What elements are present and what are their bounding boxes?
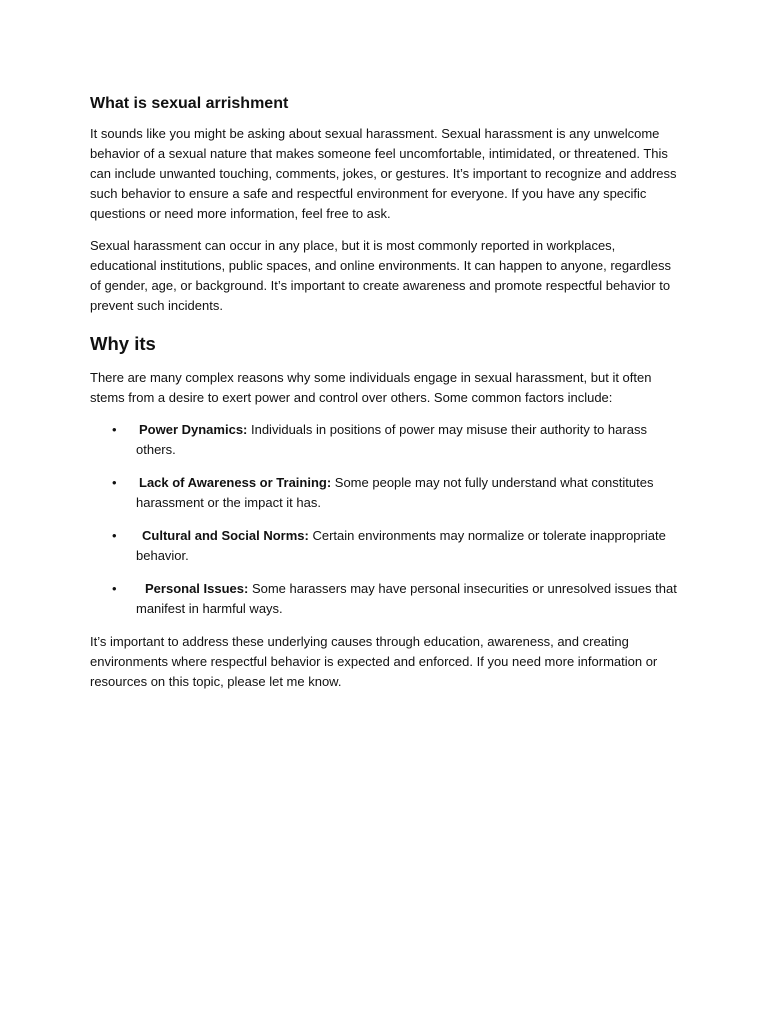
paragraph-where-it-occurs: Sexual harassment can occur in any place, but it is most commonly reported in workplaces, educational institutions, public spaces, and online environments. It can happen to anyone, regardless of gender, age, or background. It’s important to create awareness and promote respectful behavior to prevent such incidents.	[90, 238, 672, 313]
list-item-text: Some people may not fully understand what constitutes harassment or the impact it has.	[136, 475, 654, 510]
list-item-text: Certain environments may normalize or tolerate inappropriate behavior.	[136, 528, 666, 563]
list-item-lead: Cultural and Social Norms:	[142, 528, 309, 543]
paragraph-closing: It’s important to address these underlying causes through education, awareness, and creating environments where respectful behavior is expected and enforced. If you need more information or resources on this topic, please let me know.	[90, 634, 658, 689]
list-item-lead: Lack of Awareness or Training:	[139, 475, 332, 490]
factors-list	[90, 420, 680, 619]
list-item	[90, 579, 680, 619]
document-body	[90, 92, 680, 704]
list-item-text: Individuals in positions of power may misuse their authority to harass others.	[136, 422, 647, 457]
paragraph-definition: It sounds like you might be asking about sexual harassment. Sexual harassment is any unwelcome behavior of a sexual nature that makes someone feel uncomfortable, intimidated, or threatened. This can include unwanted touching, comments, jokes, or gestures. It’s important to recognize and address such behavior to ensure a safe and respectful environment for everyone. If you have any specific questions or need more information, feel free to ask.	[90, 126, 677, 221]
list-item-text: Some harassers may have personal insecurities or unresolved issues that manifest in harmful ways.	[136, 581, 677, 616]
heading-what-is: What is sexual arrishment	[90, 95, 289, 112]
heading-why: Why its	[90, 333, 156, 354]
list-item	[90, 473, 680, 513]
list-item-lead: Power Dynamics:	[139, 422, 248, 437]
paragraph-reasons-intro: There are many complex reasons why some individuals engage in sexual harassment, but it often stems from a desire to exert power and control over others. Some common factors include:	[90, 370, 652, 405]
list-item	[90, 420, 680, 460]
list-item	[90, 526, 680, 566]
bullet-marker: •	[112, 475, 117, 490]
bullet-marker: •	[112, 528, 117, 543]
list-item-lead: Personal Issues:	[145, 581, 249, 596]
bullet-marker: •	[112, 422, 117, 437]
bullet-marker: •	[112, 581, 117, 596]
